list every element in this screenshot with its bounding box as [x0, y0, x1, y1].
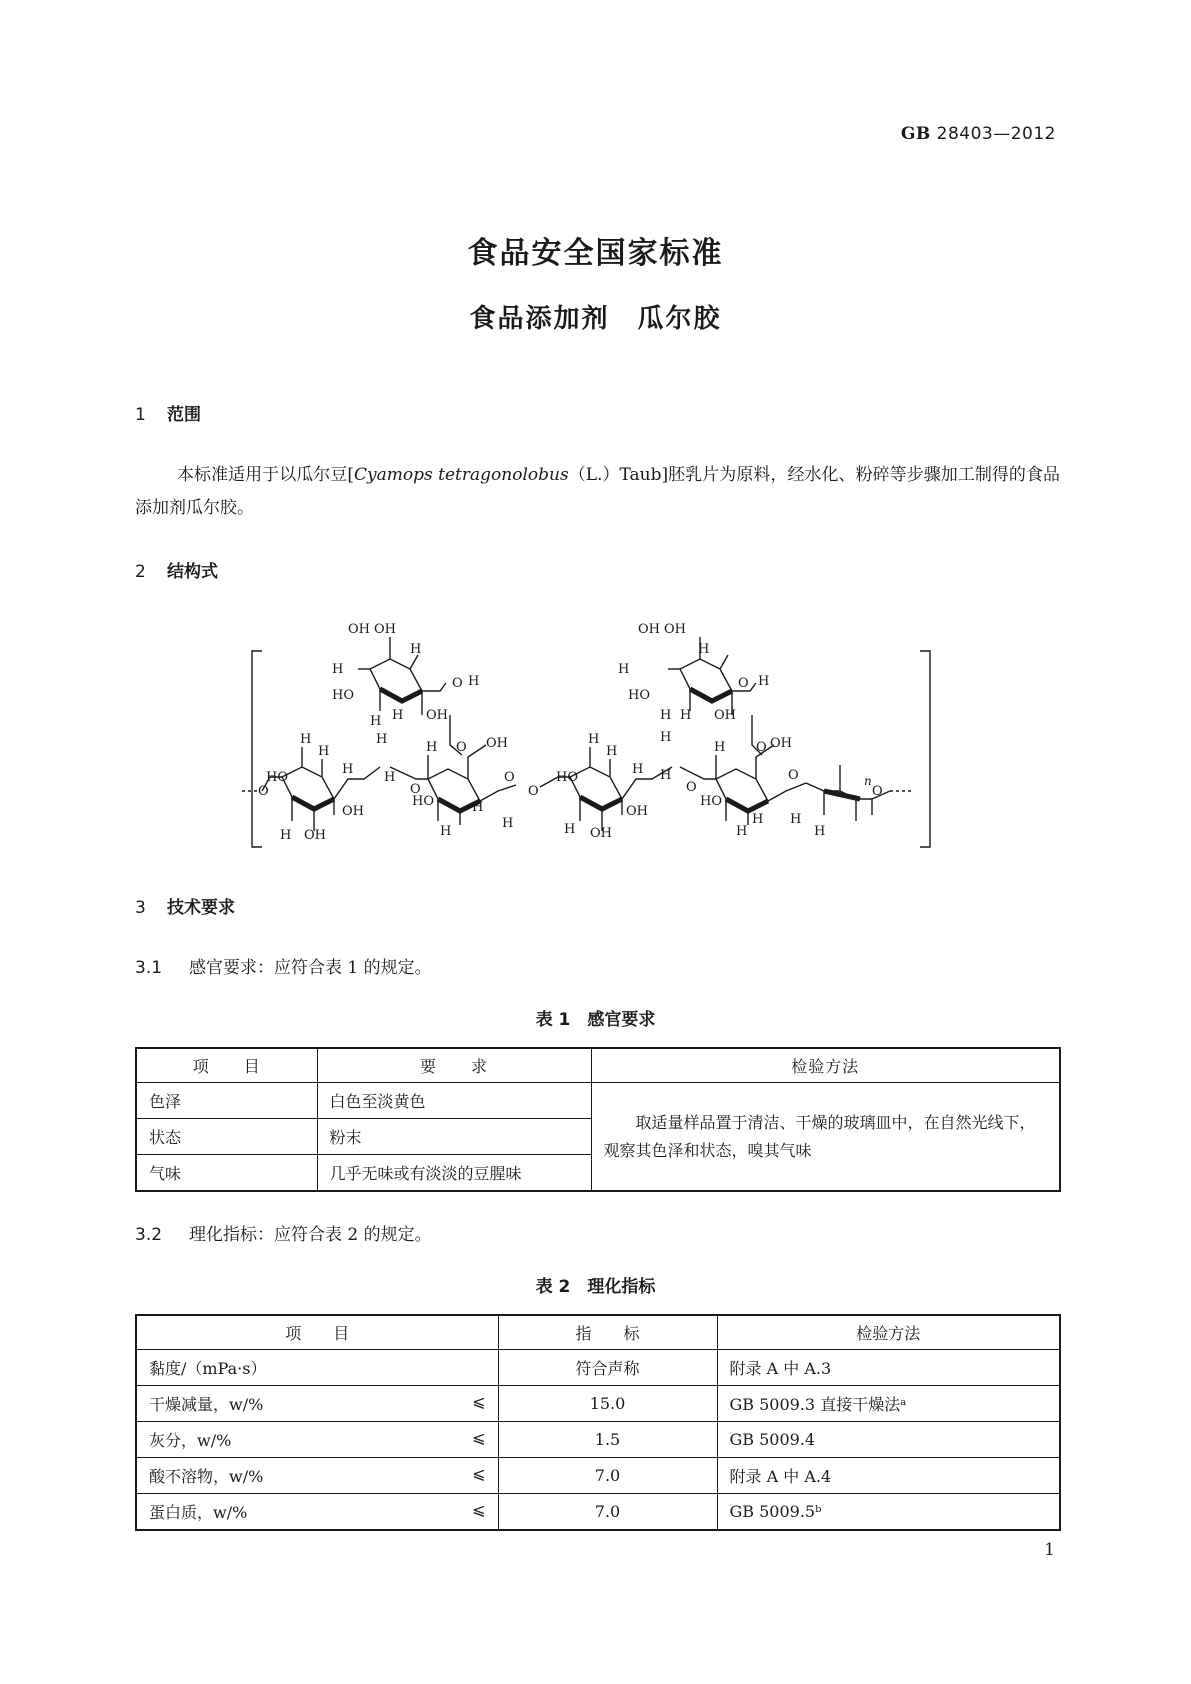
svg-text:OH: OH: [348, 622, 370, 637]
section-number: 1: [135, 405, 146, 425]
svg-text:H: H: [392, 708, 404, 723]
table-header-row: [136, 1048, 1060, 1083]
cell-item: 黏度/（mPa·s）: [136, 1350, 498, 1386]
svg-text:H: H: [736, 824, 748, 839]
svg-text:H: H: [588, 732, 600, 747]
le-symbol: ⩽: [472, 1500, 486, 1519]
svg-text:HO: HO: [412, 794, 434, 809]
col-header-item: 项 目: [136, 1048, 317, 1083]
svg-text:H: H: [440, 824, 452, 839]
svg-text:O: O: [504, 770, 515, 785]
svg-text:OH: OH: [638, 622, 660, 637]
subsection-3-1: [135, 953, 432, 978]
col-header-requirement: 要 求: [317, 1048, 591, 1083]
svg-text:H: H: [660, 768, 672, 783]
svg-text:H: H: [502, 816, 514, 831]
subsection-3-2: [135, 1220, 432, 1245]
scope-paragraph: 本标准适用于以瓜尔豆[Cyamops tetragonolobus（L.）Taub]胚乳片为原料，经水化、粉碎等步骤加工制得的食品添加剂瓜尔胶。: [135, 465, 1061, 518]
svg-text:O: O: [410, 782, 421, 797]
table2-caption: 表 2 理化指标: [535, 1277, 656, 1297]
cell-requirement: 白色至淡黄色: [317, 1083, 591, 1119]
subsection-number: 3.2: [135, 1225, 163, 1245]
section-title: 技术要求: [167, 898, 235, 918]
cell-value: 1.5: [498, 1422, 717, 1458]
svg-text:HO: HO: [556, 770, 578, 785]
svg-text:O: O: [686, 780, 697, 795]
sensory-table: [135, 1047, 1061, 1192]
svg-text:OH: OH: [590, 826, 612, 841]
svg-text:HO: HO: [700, 794, 722, 809]
col-header-method: 检验方法: [717, 1315, 1060, 1350]
cell-method: 附录 A 中 A.4: [717, 1458, 1060, 1494]
table-row: [136, 1494, 1060, 1531]
svg-text:H: H: [790, 812, 802, 827]
svg-text:OH: OH: [426, 708, 448, 723]
table1-caption: 表 1 感官要求: [535, 1010, 656, 1030]
col-header-method: 检验方法: [591, 1048, 1060, 1083]
svg-text:H: H: [698, 642, 710, 657]
svg-text:OH: OH: [664, 622, 686, 637]
svg-text:OH: OH: [626, 804, 648, 819]
page-subtitle: 食品添加剂 瓜尔胶: [469, 304, 722, 334]
cell-method: GB 5009.5ᵇ: [717, 1494, 1060, 1531]
svg-text:HO: HO: [266, 770, 288, 785]
svg-text:HO: HO: [332, 688, 354, 703]
svg-text:OH: OH: [374, 622, 396, 637]
svg-text:H: H: [384, 770, 396, 785]
mannose-ring-2: [390, 745, 516, 825]
species-name: Cyamops tetragonolobus: [354, 465, 569, 485]
table-row: [136, 1083, 1060, 1119]
subsection-text: 理化指标：应符合表 2 的规定。: [189, 1225, 432, 1245]
galactose-ring-right: [668, 637, 762, 755]
cell-item: 蛋白质，w/% ⩽: [136, 1494, 498, 1531]
svg-text:H: H: [618, 662, 630, 677]
svg-text:OH: OH: [714, 708, 736, 723]
cell-item: 气味: [136, 1155, 317, 1192]
cell-item: 酸不溶物，w/% ⩽: [136, 1458, 498, 1494]
structural-formula: [240, 615, 960, 850]
svg-text:HO: HO: [628, 688, 650, 703]
le-symbol: ⩽: [472, 1428, 486, 1447]
svg-text:H: H: [332, 662, 344, 677]
section-title: 范围: [167, 405, 201, 425]
standard-code: 28403—2012: [936, 124, 1056, 144]
svg-text:H: H: [410, 642, 422, 657]
section-title: 结构式: [167, 562, 218, 582]
svg-text:H: H: [468, 674, 480, 689]
svg-text:H: H: [342, 762, 354, 777]
cell-method: GB 5009.3 直接干燥法ᵃ: [717, 1386, 1060, 1422]
right-bracket: [920, 651, 930, 847]
section-scope-heading: [135, 400, 201, 425]
cell-method: 取适量样品置于清洁、干燥的玻璃皿中，在自然光线下，观察其色泽和状态，嗅其气味: [591, 1083, 1060, 1192]
physicochemical-table: [135, 1314, 1061, 1531]
svg-text:O: O: [872, 784, 883, 799]
svg-text:H: H: [376, 732, 388, 747]
left-bracket: [252, 651, 262, 847]
mannose-ring-3: [540, 747, 672, 831]
cell-requirement: 粉末: [317, 1119, 591, 1155]
svg-text:H: H: [280, 828, 292, 843]
svg-text:O: O: [756, 740, 767, 755]
subsection-number: 3.1: [135, 958, 163, 978]
svg-text:H: H: [660, 730, 672, 745]
svg-text:O: O: [788, 768, 799, 783]
standard-number: [901, 124, 1056, 144]
svg-text:H: H: [606, 744, 618, 759]
svg-text:H: H: [370, 714, 382, 729]
svg-text:H: H: [632, 762, 644, 777]
svg-text:OH: OH: [304, 828, 326, 843]
svg-text:H: H: [752, 812, 764, 827]
page-title: 食品安全国家标准: [467, 236, 724, 271]
cell-item: 色泽: [136, 1083, 317, 1119]
cell-item: 状态: [136, 1119, 317, 1155]
svg-text:H: H: [758, 674, 770, 689]
svg-text:O: O: [452, 676, 463, 691]
table-row: [136, 1458, 1060, 1494]
svg-text:O: O: [528, 784, 539, 799]
section-requirements-heading: [135, 893, 235, 918]
cell-method: 附录 A 中 A.3: [717, 1350, 1060, 1386]
table-row: [136, 1422, 1060, 1458]
standard-prefix: GB: [900, 124, 931, 144]
svg-text:O: O: [456, 740, 467, 755]
section-number: 2: [135, 562, 146, 582]
svg-text:OH: OH: [770, 736, 792, 751]
polymer-subscript: n: [864, 774, 872, 788]
section-structure-heading: [135, 557, 218, 582]
svg-text:H: H: [472, 800, 484, 815]
svg-text:O: O: [258, 784, 269, 799]
le-symbol: ⩽: [472, 1464, 486, 1483]
cell-method: GB 5009.4: [717, 1422, 1060, 1458]
svg-text:H: H: [564, 822, 576, 837]
mannose-ring-4: [680, 745, 890, 825]
svg-text:O: O: [738, 676, 749, 691]
cell-requirement: 几乎无味或有淡淡的豆腥味: [317, 1155, 591, 1192]
cell-item: 干燥减量，w/% ⩽: [136, 1386, 498, 1422]
svg-text:OH: OH: [342, 804, 364, 819]
col-header-item: 项 目: [136, 1315, 498, 1350]
col-header-value: 指 标: [498, 1315, 717, 1350]
svg-text:H: H: [814, 824, 826, 839]
cell-value: 15.0: [498, 1386, 717, 1422]
page-number: 1: [1044, 1540, 1055, 1560]
subsection-text: 感官要求：应符合表 1 的规定。: [189, 958, 432, 978]
svg-text:H: H: [318, 744, 330, 759]
svg-text:OH: OH: [486, 736, 508, 751]
table-header-row: [136, 1315, 1060, 1350]
svg-text:H: H: [426, 740, 438, 755]
table-row: [136, 1386, 1060, 1422]
cell-item: 灰分，w/% ⩽: [136, 1422, 498, 1458]
cell-value: 7.0: [498, 1494, 717, 1531]
table-row: [136, 1350, 1060, 1386]
svg-text:H: H: [714, 740, 726, 755]
svg-text:H: H: [300, 732, 312, 747]
cell-value: 符合声称: [498, 1350, 717, 1386]
le-symbol: ⩽: [472, 1392, 486, 1411]
section-number: 3: [135, 898, 146, 918]
svg-text:H: H: [680, 708, 692, 723]
svg-text:H: H: [660, 708, 672, 723]
cell-value: 7.0: [498, 1458, 717, 1494]
